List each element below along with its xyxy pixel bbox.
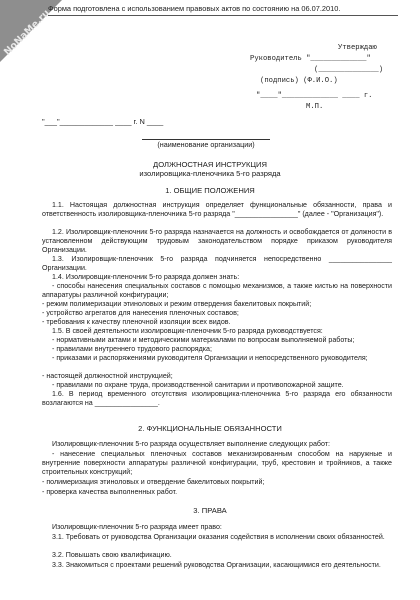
para-2-a: - нанесение специальных пленочных составов механизированным способом на наружные и внутренние поверхности аппаратуры различной конфигурации, труб, крестовин и тройников, а также строительных конструкций;: [42, 450, 392, 477]
para-3-2: 3.2. Повышать свою квалификацию.: [52, 551, 172, 559]
para-1-4b: - режим полимеризации этиноловых и режим отвердения бакелитовых покрытий;: [42, 300, 312, 308]
para-3-3: 3.3. Знакомиться с проектами решений руководства Организации, касающимися его деятельности.: [52, 561, 381, 569]
para-2-c: - проверка качества выполненных работ.: [42, 488, 178, 496]
header-note: Форма подготовлена с использованием правовых актов по состоянию на 06.07.2010.: [48, 4, 341, 13]
para-2-b: - полимеризация этиноловых и отвердение бакелитовых покрытий;: [42, 478, 265, 486]
para-1-4d: - требования к качеству пленочной изоляции всех видов.: [42, 318, 231, 326]
approval-head: Руководитель "_____________": [250, 55, 371, 63]
para-1-5e: - правилами по охране труда, производственной санитарии и противопожарной защите.: [52, 381, 344, 389]
para-3-1: 3.1. Требовать от руководства Организации оказания содействия в исполнении своих обязанностей.: [52, 533, 385, 541]
approval-approved: Утверждаю: [338, 44, 377, 52]
para-1-4: 1.4. Изолировщик-пленочник 5-го разряда должен знать:: [52, 273, 240, 281]
approval-sign: (подпись) (Ф.И.О.): [260, 77, 338, 85]
header-divider: [48, 15, 398, 16]
document-number-line: "___"_____________ ____ г. N ____: [42, 117, 164, 126]
doc-subtitle: изолировщика-пленочника 5-го разряда: [139, 169, 281, 178]
doc-title: ДОЛЖНОСТНАЯ ИНСТРУКЦИЯ: [153, 160, 267, 169]
para-1-5a: - нормативными актами и методическими материалами по вопросам выполняемой работы;: [52, 336, 355, 344]
section-rights: 3. ПРАВА: [193, 506, 227, 515]
para-1-5c: - приказами и распоряжениями руководителя Организации и непосредственного руководителя;: [52, 354, 368, 362]
para-1-6: 1.6. В период временного отсутствия изолировщика-пленочника 5-го разряда его обязанности возлагаются на ________________.: [42, 390, 392, 408]
para-1-3: 1.3. Изолировщик-пленочник 5-го разряда подчиняется непосредственно ________________ Организации.: [42, 255, 392, 273]
para-1-5d: - настоящей должностной инструкцией;: [42, 372, 173, 380]
org-name-caption: (наименование организации): [157, 140, 255, 149]
para-3-intro: Изолировщик-пленочник 5-го разряда имеет право:: [52, 523, 222, 531]
para-1-4c: - устройство агрегатов для нанесения пленочных составов;: [42, 309, 239, 317]
para-1-2: 1.2. Изолировщик-пленочник 5-го разряда назначается на должность и освобождается от должности в установленном действующим трудовым законодательством порядке приказом руководителя Организации.: [42, 228, 392, 255]
watermark-text: NoNaMe.ru: [2, 7, 53, 58]
approval-blank: (______________): [314, 66, 384, 74]
para-1-1: 1.1. Настоящая должностная инструкция определяет функциональные обязанности, права и ответственность изолировщика-пленочника 5-го разряда "________________" (далее - "Организация").: [42, 201, 392, 219]
para-1-5: 1.5. В своей деятельности изолировщик-пленочник 5-го разряда руководствуется:: [52, 327, 323, 335]
para-1-5b: - правилами внутреннего трудового распорядка;: [52, 345, 212, 353]
para-1-4a: - способы нанесения специальных составов с помощью механизмов, а также кистью на поверхности аппаратуры различной конфигурации;: [42, 282, 392, 300]
approval-date: "____"_____________ ____ г.: [256, 92, 373, 100]
section-general: 1. ОБЩИЕ ПОЛОЖЕНИЯ: [165, 186, 255, 195]
approval-stamp: М.П.: [306, 103, 324, 111]
para-2-intro: Изолировщик-пленочник 5-го разряда осуществляет выполнение следующих работ:: [52, 440, 330, 448]
section-duties: 2. ФУНКЦИОНАЛЬНЫЕ ОБЯЗАННОСТИ: [138, 424, 282, 433]
